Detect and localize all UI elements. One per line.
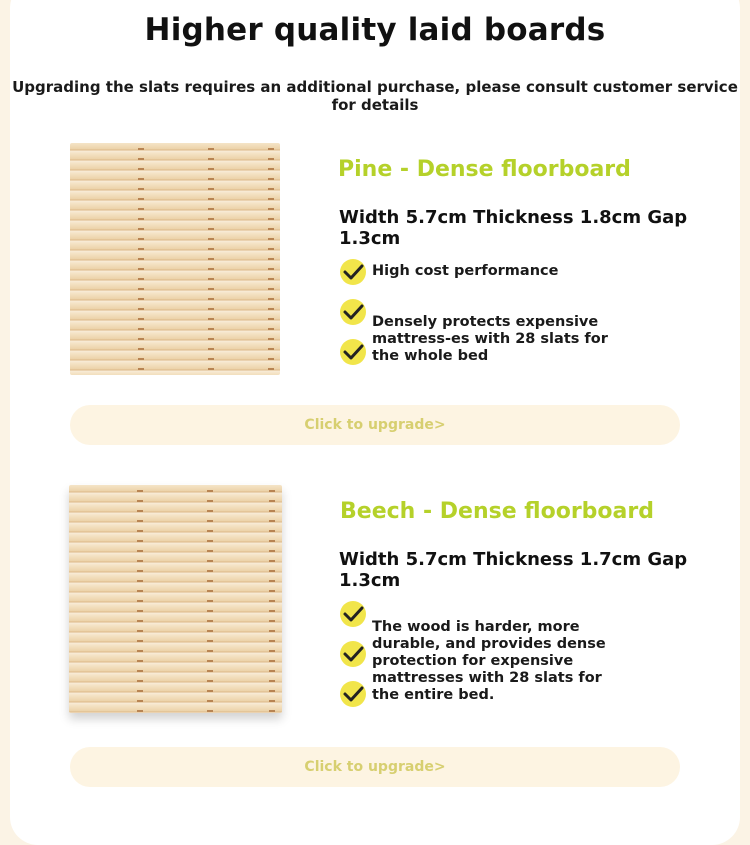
check-icon — [340, 339, 366, 365]
feature-text: Densely protects expensive mattress-es with 28 slats for the whole bed — [372, 314, 608, 364]
product-name: Beech - Dense floorboard — [340, 499, 654, 524]
pine-slats-image — [70, 143, 280, 375]
feature-text: The wood is harder, more durable, and provides dense protection for expensive mattresses with 28 slats for the entire bed. — [372, 619, 606, 703]
product-spec: Width 5.7cm Thickness 1.8cm Gap 1.3cm — [339, 207, 688, 249]
check-icon — [340, 601, 366, 627]
product-spec: Width 5.7cm Thickness 1.7cm Gap 1.3cm — [339, 549, 688, 591]
upgrade-button[interactable]: Click to upgrade> — [70, 405, 680, 445]
page-title: Higher quality laid boards — [144, 12, 606, 48]
page-subtitle: Upgrading the slats requires an additional purchase, please consult customer service for details — [12, 78, 738, 114]
check-icon — [340, 299, 366, 325]
check-icon — [340, 641, 366, 667]
product-name: Pine - Dense floorboard — [338, 157, 631, 182]
beech-slats-image — [69, 485, 282, 713]
check-icon — [340, 259, 366, 285]
feature-text: High cost performance — [372, 263, 559, 279]
upgrade-button[interactable]: Click to upgrade> — [70, 747, 680, 787]
check-icon — [340, 681, 366, 707]
